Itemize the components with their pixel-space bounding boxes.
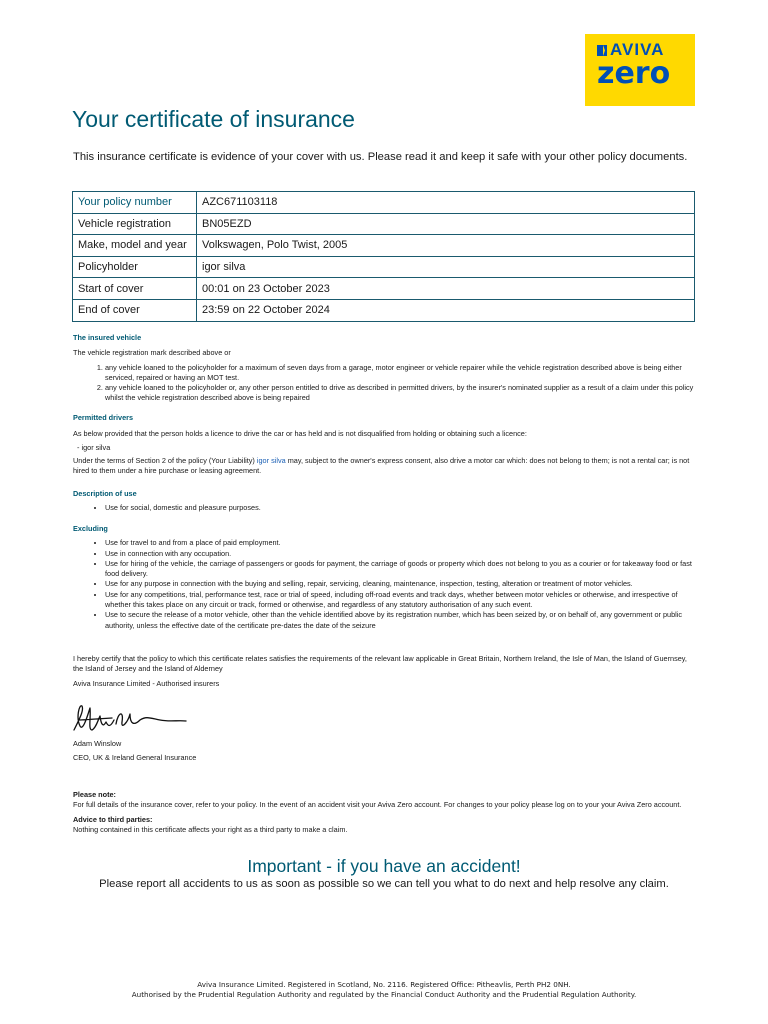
aviva-mark-icon: [597, 44, 607, 57]
section2-text: [73, 456, 698, 477]
end-of-cover-label: End of cover: [73, 299, 197, 321]
insured-vehicle-section: [73, 333, 698, 404]
end-of-cover-value: 23:59 on 22 October 2024: [197, 299, 695, 321]
signatory-section: [73, 739, 698, 764]
table-row: [73, 192, 695, 214]
permitted-drivers-lead: As below provided that the person holds a licence to drive the car or has held and is not disqualified from holding or obtaining such a licence:: [73, 429, 527, 439]
table-row: [73, 213, 695, 235]
list-item: • Use for any purpose in connection with the buying and selling, repair, servicing, cleaning, maintenance, inspection, testing, alteration or treatment of motor vehicles.: [105, 579, 698, 589]
excluding-list: [73, 538, 698, 631]
table-row: [73, 235, 695, 257]
footer: [0, 980, 768, 999]
list-item: • Use for any competitions, trial, performance test, race or trial of speed, including off-road events and track days, whether between motor vehicles or otherwise, and irrespective of whether this takes place on any circuit or track, formed or otherwise, and regardless of any statutory authorisation of any such event.: [105, 590, 698, 611]
vehicle-registration-label: Vehicle registration: [73, 213, 197, 235]
please-note-heading: Please note:: [73, 790, 116, 799]
description-of-use-section: [73, 489, 698, 514]
certification-section: [73, 654, 698, 689]
policy-number-value: AZC671103118: [197, 192, 695, 214]
policy-details-table: [72, 191, 695, 322]
description-of-use-heading: Description of use: [73, 489, 137, 498]
policyholder-value: igor silva: [197, 256, 695, 278]
make-model-value: Volkswagen, Polo Twist, 2005: [197, 235, 695, 257]
permitted-drivers-heading: Permitted drivers: [73, 413, 134, 422]
section2-post: may, subject to the owner's express consent, also drive a motor car which: does not belong to them; is not a rental car; is not hired to them under a hire purchase or leasing agreement.: [73, 455, 690, 476]
signature: [70, 700, 190, 740]
page-title: Your certificate of insurance: [72, 106, 355, 132]
signatory-role: CEO, UK & Ireland General Insurance: [73, 753, 197, 763]
list-item: • Use for hiring of the vehicle, the carriage of passengers or goods for payment, the carriage of goods or property which does not belong to you as a courier or for takeaway food or fast food delivery.: [105, 559, 698, 580]
list-item: • Use to secure the release of a motor vehicle, other than the vehicle identified above by its registration number, which has been seized by, or on behalf of, any government or public authority, unless the effective date of the certificate pre-dates the date of the seizure: [105, 610, 698, 631]
table-row: [73, 278, 695, 300]
important-text: Please report all accidents to us as soon as possible so we can tell you what to do next and help resolve any claim.: [99, 878, 669, 890]
signatory-name: Adam Winslow: [73, 739, 122, 748]
third-parties-heading: Advice to third parties:: [73, 814, 153, 824]
section2-driver-name: igor silva: [256, 455, 286, 465]
start-of-cover-value: 00:01 on 23 October 2023: [197, 278, 695, 300]
list-item: 2. any vehicle loaned to the policyholder or, any other person entitled to drive as described in permitted drivers, by the insurer's nominated supplier as a result of a claim under this policy whilst the vehicle registration described above is being repaired: [105, 383, 698, 404]
insured-vehicle-lead: The vehicle registration mark described above or: [73, 348, 231, 358]
authorised-insurers: Aviva Insurance Limited - Authorised insurers: [73, 678, 220, 688]
intro-text: This insurance certificate is evidence of your cover with us. Please read it and keep it safe with your other policy documents.: [73, 151, 688, 163]
list-item: • Use for social, domestic and pleasure purposes.: [105, 503, 698, 513]
logo-product: zero: [597, 56, 671, 91]
list-item: • Use for travel to and from a place of paid employment.: [105, 538, 698, 548]
aviva-zero-logo: [585, 34, 695, 106]
excluding-heading: Excluding: [73, 524, 108, 533]
footer-line-1: Aviva Insurance Limited. Registered in Scotland, No. 2116. Registered Office: Pitheavlis, Perth PH2 0NH.: [197, 980, 571, 989]
table-row: [73, 256, 695, 278]
make-model-label: Make, model and year: [73, 235, 197, 257]
table-row: [73, 299, 695, 321]
excluding-section: [73, 524, 698, 631]
important-heading: Important - if you have an accident!: [247, 856, 521, 876]
insured-vehicle-heading: The insured vehicle: [73, 333, 142, 342]
third-parties-text: Nothing contained in this certificate affects your right as a third party to make a claim.: [73, 824, 348, 834]
please-note-section: [73, 790, 698, 835]
insured-vehicle-list: [73, 363, 698, 404]
section2-pre: Under the terms of Section 2 of the policy (Your Liability): [73, 455, 257, 465]
list-item: 1. any vehicle loaned to the policyholder for a maximum of seven days from a garage, motor engineer or vehicle repairer while the vehicle registration described above is being either serviced, repaired or having an MOT test.: [105, 363, 698, 384]
certify-text: I hereby certify that the policy to which this certificate relates satisfies the requirements of the relevant law applicable in Great Britain, Northern Ireland, the Isle of Man, the Island of Guernsey, the Island of Jersey and the Island of Alderney: [73, 654, 687, 674]
start-of-cover-label: Start of cover: [73, 278, 197, 300]
vehicle-registration-value: BN05EZD: [197, 213, 695, 235]
permitted-drivers-section: [73, 413, 698, 476]
list-item: • Use in connection with any occupation.: [105, 549, 698, 559]
permitted-driver-name: - igor silva: [77, 442, 111, 452]
description-of-use-list: [73, 503, 698, 513]
policyholder-label: Policyholder: [73, 256, 197, 278]
policy-number-label: Your policy number: [73, 192, 197, 214]
logo-brand: AVIVA: [610, 40, 665, 59]
footer-line-2: Authorised by the Prudential Regulation Authority and regulated by the Financial Conduct Authority and the Prudential Regulation Authority.: [131, 989, 637, 999]
please-note-text: For full details of the insurance cover, refer to your policy. In the event of an accident visit your Aviva Zero account. For changes to your policy please log on to your your Aviva Zero account.: [73, 800, 682, 810]
